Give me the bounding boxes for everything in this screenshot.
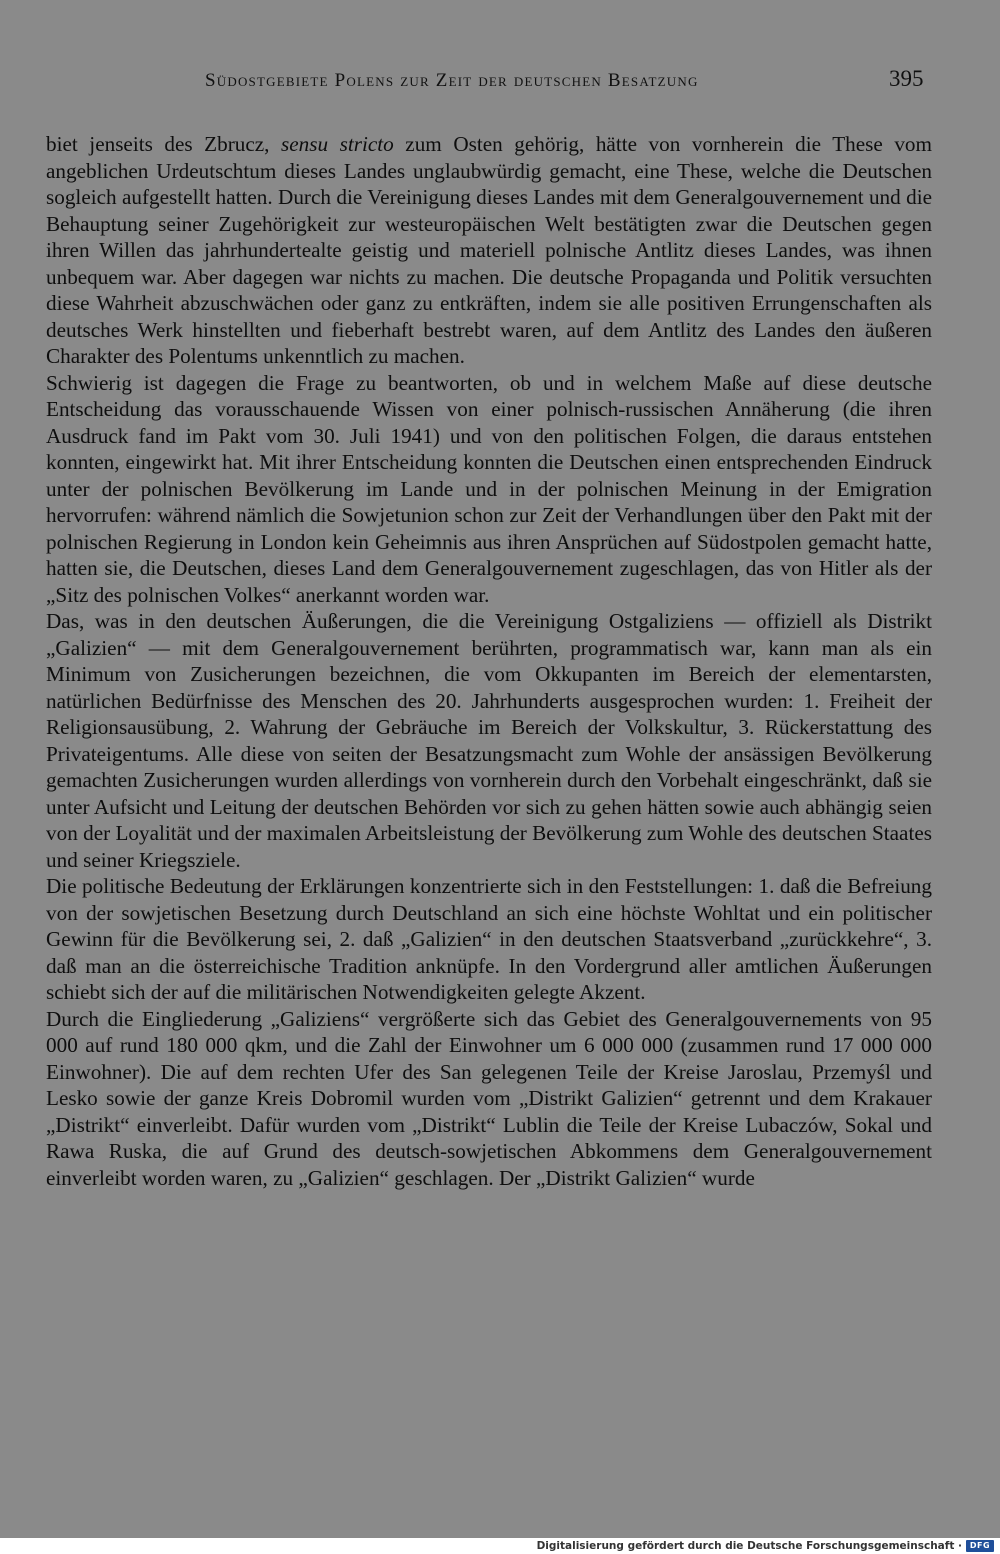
dfg-logo: DFG xyxy=(966,1540,994,1552)
paragraph-2: Schwierig ist dagegen die Frage zu beantworten, ob und in welchem Maße auf diese deutsche Entscheidung das vorausschauende Wissen von einer polnisch-russischen Annäherung (die ihren Ausdruck fand im Pakt vom 30. Juli 1941) und von den politischen Folgen, die daraus entstehen konnten, eingewirkt hat. Mit ihrer Entscheidung konnten die Deutschen einen entsprechenden Eindruck unter der polnischen Bevölkerung im Lande und in der polnischen Meinung in der Emigration hervorrufen: während nämlich die Sowjetunion schon zur Zeit der Verhandlungen über den Pakt mit der polnischen Regierung in London kein Geheimnis aus ihren Ansprüchen auf Südostpolen gemacht hatte, hatten sie, die Deutschen, dieses Land dem Generalgouvernement zugeschlagen, das von Hitler als der „Sitz des polnischen Volkes“ anerkannt worden war. xyxy=(46,370,932,607)
paragraph-5: Durch die Eingliederung „Galiziens“ vergrößerte sich das Gebiet des Generalgouvernements von 95 000 auf rund 180 000 qkm, und die Zahl der Einwohner um 6 000 000 (zusammen rund 17 000 000 Einwohner). Die auf dem rechten Ufer des San gelegenen Teile der Kreise Jaroslau, Przemyśl und Lesko sowie der ganze Kreis Dobromil wurden vom „Distrikt Galizien“ getrennt und dem Krakauer „Distrikt“ einverleibt. Dafür wurden vom „Distrikt“ Lublin die Teile der Kreise Lubaczów, Sokal und Rawa Ruska, die auf Grund des deutsch-sowjetischen Abkommens dem Generalgouvernement einverleibt worden waren, zu „Galizien“ geschlagen. Der „Distrikt Galizien“ wurde xyxy=(46,1006,932,1190)
body-text xyxy=(46,131,932,1191)
funding-credit: Digitalisierung gefördert durch die Deutsche Forschungsgemeinschaft · xyxy=(536,1540,962,1552)
paragraph-1-rest: zum Osten gehörig, hätte von vornherein die These vom angeblichen Urdeutschtum dieses Landes unglaubwürdig gemacht, eine These, welche die Deutschen sogleich aufgestellt hatten. Durch die Vereinigung dieses Landes mit dem Generalgouvernement und die Behauptung seiner Zugehörigkeit zur westeuropäischen Welt bestätigten zwar die Deutschen gegen ihren Willen das jahrhundertealte geistig und materiell polnische Antlitz dieses Landes, was ihnen unbequem war. Aber dagegen war nichts zu machen. Die deutsche Propaganda und Politik versuchten diese Wahrheit abzuschwächen oder ganz zu entkräften, indem sie alle positiven Errungenschaften als deutsches Werk hinstellten und fieberhaft bestrebt waren, auf dem Antlitz des Landes den äußeren Charakter des Polentums unkenntlich zu machen. xyxy=(46,132,932,368)
paragraph-1-start: biet jenseits des Zbrucz, xyxy=(46,132,281,156)
italic-phrase: sensu stricto xyxy=(281,132,394,156)
footer-bar xyxy=(0,1538,1000,1554)
running-title: Südostgebiete Polens zur Zeit der deutschen Besatzung xyxy=(205,70,699,91)
paragraph-1 xyxy=(46,131,932,370)
page-number: 395 xyxy=(889,66,924,91)
paragraph-3: Das, was in den deutschen Äußerungen, die die Vereinigung Ostgaliziens — offiziell als Distrikt „Galizien“ — mit dem Generalgouvernement berührten, programmatisch war, kann man als ein Minimum von Zusicherungen bezeichnen, die vom Okkupanten im Bereich der elementarsten, natürlichen Bedürfnisse des Menschen des 20. Jahrhunderts ausgesprochen wurden: 1. Freiheit der Religionsausübung, 2. Wahrung der Gebräuche im Bereich der Volkskultur, 3. Rückerstattung des Privateigentums. Alle diese von seiten der Besatzungsmacht zum Wohle der ansässigen Bevölkerung gemachten Zusicherungen wurden allerdings von vornherein durch den Vorbehalt eingeschränkt, daß sie unter Aufsicht und Leitung der deutschen Behörden vor sich zu gehen hätten sowie auch abhängig seien von der Loyalität und der maximalen Arbeitsleistung der Bevölkerung zum Wohle des deutschen Staates und seiner Kriegsziele. xyxy=(46,609,932,872)
paragraph-4: Die politische Bedeutung der Erklärungen konzentrierte sich in den Feststellungen: 1. daß die Befreiung von der sowjetischen Besetzung durch Deutschland an sich eine höchste Wohltat und ein politischer Gewinn für die Bevölkerung sei, 2. daß „Galizien“ in den deutschen Staatsverband „zurückkehre“, 3. daß man an die österreichische Tradition anknüpfe. In den Vordergrund aller amtlichen Äußerungen schiebt sich der auf die militärischen Notwendigkeiten gelegte Akzent. xyxy=(46,874,932,1004)
